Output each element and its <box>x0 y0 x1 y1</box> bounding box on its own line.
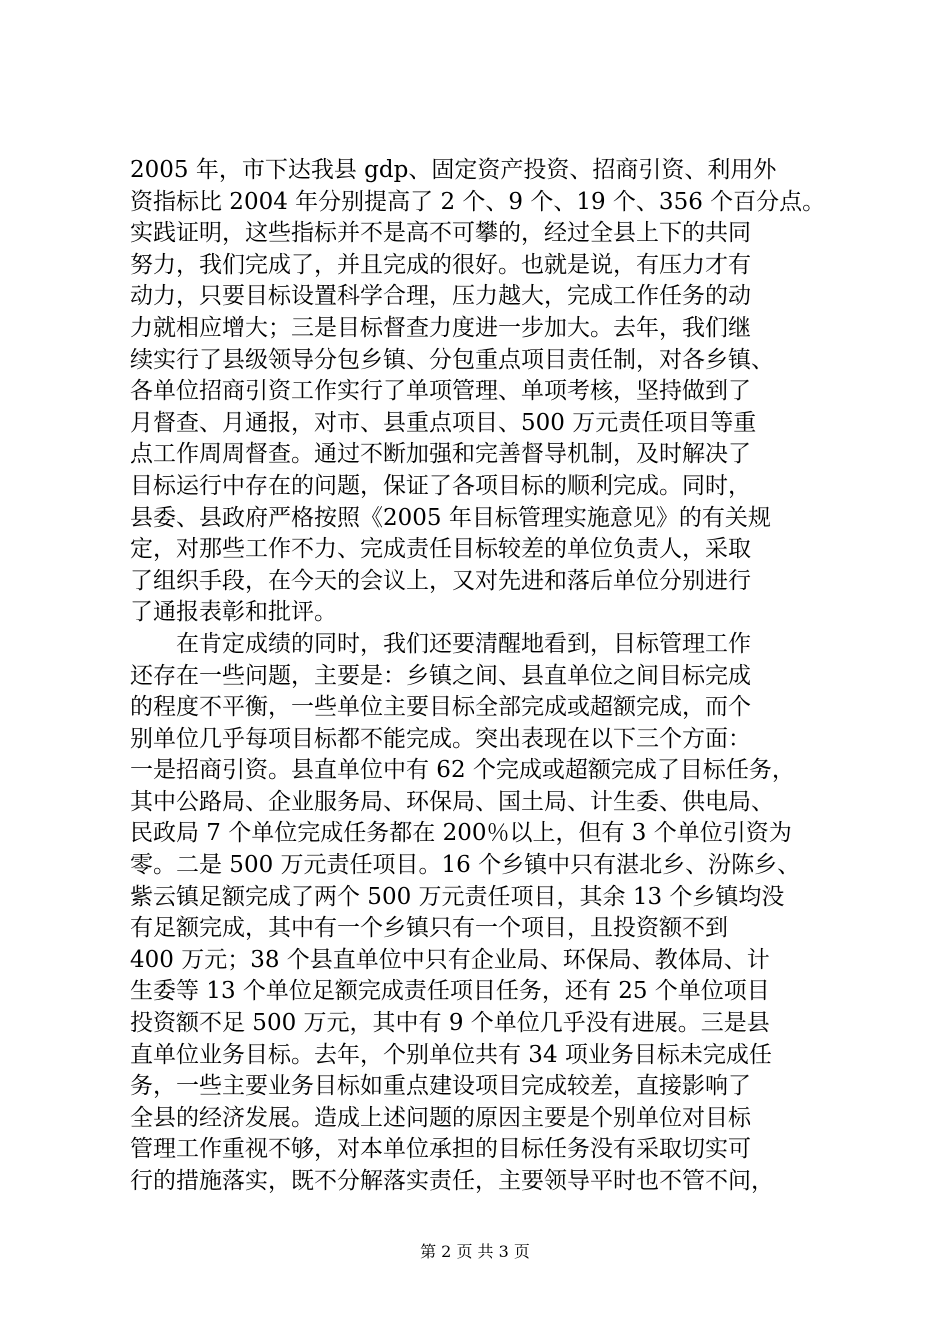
text-line: 紫云镇足额完成了两个 500 万元责任项目，其余 13 个乡镇均没 <box>130 883 785 910</box>
text-line: 零。二是 500 万元责任项目。16 个乡镇中只有湛北乡、汾陈乡、 <box>130 852 801 879</box>
text-line: 县委、县政府严格按照《2005 年目标管理实施意见》的有关规 <box>130 504 771 531</box>
text-line: 了组织手段，在今天的会议上，又对先进和落后单位分别进行 <box>130 567 751 594</box>
text-line: 2005 年，市下达我县 gdp、固定资产投资、招商引资、利用外 <box>130 157 777 183</box>
text-line: 一是招商引资。县直单位中有 62 个完成或超额完成了目标任务， <box>130 757 795 784</box>
text-line: 月督查、月通报，对市、县重点项目、500 万元责任项目等重 <box>130 409 757 436</box>
text-line: 还存在一些问题，主要是：乡镇之间、县直单位之间目标完成 <box>130 662 751 689</box>
text-line: 的程度不平衡，一些单位主要目标全部完成或超额完成，而个 <box>130 694 751 721</box>
body-text <box>130 155 830 1198</box>
text-line: 务，一些主要业务目标如重点建设项目完成较差，直接影响了 <box>130 1073 751 1100</box>
text-line: 400 万元；38 个县直单位中只有企业局、环保局、教体局、计 <box>130 946 770 973</box>
text-line: 全县的经济发展。造成上述问题的原因主要是个别单位对目标 <box>130 1104 751 1131</box>
text-line: 别单位几乎每项目标都不能完成。突出表现在以下三个方面： <box>130 725 751 752</box>
text-line: 动力，只要目标设置科学合理，压力越大，完成工作任务的动 <box>130 283 751 310</box>
text-line: 生委等 13 个单位足额完成责任项目任务，还有 25 个单位项目 <box>130 978 770 1005</box>
text-line: 了通报表彰和批评。 <box>130 599 337 626</box>
text-line: 点工作周周督查。通过不断加强和完善督导机制，及时解决了 <box>130 441 751 468</box>
text-line: 努力，我们完成了，并且完成的很好。也就是说，有压力才有 <box>130 251 751 278</box>
text-line: 直单位业务目标。去年，个别单位共有 34 项业务目标未完成任 <box>130 1041 772 1068</box>
text-line: 管理工作重视不够，对本单位承担的目标任务没有采取切实可 <box>130 1136 751 1163</box>
text-line: 力就相应增大；三是目标督查力度进一步加大。去年，我们继 <box>130 314 751 341</box>
text-line: 定，对那些工作不力、完成责任目标较差的单位负责人，采取 <box>130 536 751 563</box>
text-line: 各单位招商引资工作实行了单项管理、单项考核，坚持做到了 <box>130 378 751 405</box>
text-line: 有足额完成，其中有一个乡镇只有一个项目，且投资额不到 <box>130 915 728 942</box>
text-line: 其中公路局、企业服务局、环保局、国土局、计生委、供电局、 <box>130 788 774 815</box>
text-line: 民政局 7 个单位完成任务都在 200％以上，但有 3 个单位引资为 <box>130 820 792 847</box>
text-line: 在肯定成绩的同时，我们还要清醒地看到，目标管理工作 <box>130 630 751 657</box>
text-line: 资指标比 2004 年分别提高了 2 个、9 个、19 个、356 个百分点。 <box>130 188 826 215</box>
text-line: 投资额不足 500 万元，其中有 9 个单位几乎没有进展。三是县 <box>130 1010 770 1037</box>
page-footer: 第 2 页 共 3 页 <box>420 1242 530 1261</box>
text-line: 实践证明，这些指标并不是高不可攀的，经过全县上下的共同 <box>130 220 751 247</box>
text-line: 续实行了县级领导分包乡镇、分包重点项目责任制，对各乡镇、 <box>130 346 774 373</box>
text-line: 目标运行中存在的问题，保证了各项目标的顺利完成。同时， <box>130 472 751 499</box>
text-line: 行的措施落实，既不分解落实责任，主要领导平时也不管不问， <box>130 1168 774 1194</box>
